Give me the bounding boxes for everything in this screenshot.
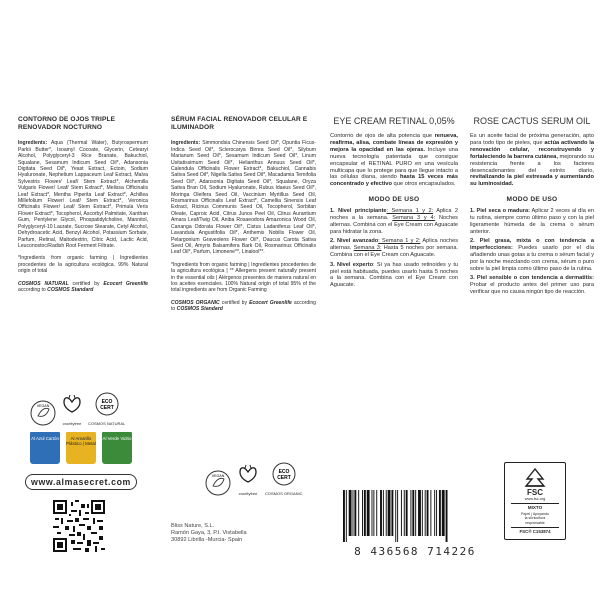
fsc-tree-icon — [522, 467, 548, 489]
cosmos-certification: COSMOS ORGANIC certified by Ecocert Greenlife according to COSMOS Standard — [171, 299, 316, 313]
crueltyfree-icon — [61, 394, 83, 416]
usage-step: 3. Nivel experto: Si ya has usado retinoides y tu piel está habituada, puedes usarlo hasta 5 noches a la semana. Combina con el Eye Cream con Aguacate. — [330, 261, 458, 289]
ingredients-list: Ingredients: Aqua (Thermal Water), Butyrospermum Parkii Butter*, Isoamyl Cocoate, Glycerin, Cetearyl Alcohol, Polyglyceryl-3 Rice Branate, Bakuchiol, Squalane, Sesamum Indicum Seed Oil*, Adansonia Digitata Seed Oil*, Yeast Extract, Ectoin, Sodium Hyaluronate, Nephelium Lappaceum Leaf Extract, Malva Sylvestris Flower/ Leaf/ Stem Extract*, Alchemilla Vulgaris Flower/ Leaf/ Stem Extract*, Melissa Officinalis Leaf Extract*, Mentha Piperita Leaf Extract*, Achillea Millefolium Flower/ Leaf/ Stem Extract*, Veronica Officinalis Flower/ Leaf/ Stem Extract*, Primula Veris Flower Extract*, Tocopherol, Ascorbyl Palmitate, Xanthan Gum, Pentylene Glycol, Phospatidylcholine, Mannitol, Polyglyceryl-10 Laurate, Sucrose Stearate, Cetyl Alcohol, Dehydroacetic Acid, Benzyl Alcohol, Potassium Sorbate, Parfum, Retinal, Maltodextrin, Citric Acid, Lactic Acid, Leuconostoc/Radish Root Ferment Filtrate. — [18, 140, 148, 249]
svg-text:VEGAN: VEGAN — [36, 404, 50, 408]
product-title: EYE CREAM RETINAL 0,05% — [333, 116, 455, 126]
usage-heading: MODO DE USO — [506, 196, 558, 204]
organic-note: *Ingredients from organic farming | Ingredientes procedentes de la agricultura ecológica. 99% Natural origin of total — [18, 255, 148, 275]
usage-step: 3. Piel sensible o con tendencia a dermatitis: Probar el producto antes del primer uso para verificar que no causa ningún tipo de reacción. — [470, 275, 594, 296]
column-rose-cactus — [470, 116, 594, 299]
barcode-bar — [436, 490, 437, 536]
barcode-bar — [430, 490, 431, 536]
usage-step: 1. Piel seca o madura: Aplicar 2 veces al día en tu rutina, siempre como último paso y con la piel ligeramente húmeda de la crema o sérum anterior. — [470, 208, 594, 235]
company-address: Bliss Nature, S.L. Ramón Gaya, 3, P.I. Vistabella 30892 Librilla -Murcia- Spain — [171, 523, 247, 543]
column-eye-contour — [18, 116, 148, 293]
barcode-bar — [380, 490, 382, 536]
barcode-bar — [358, 490, 359, 536]
ingredients-list: Ingredients: Simmondsia Chinensis Seed Oil*, Opuntia Ficus-Indica Seed Oil*, Sclerocarya Birrea Seed Oil*, Silybum Marianum Seed Oil*, Sesamum Indicum Seed Oil*, Linum Usitatissimum Seed Oil*, Helianthus Annuus Seed Oil*, Calendula Officinalis Flower Extract*, Bakuchiol, Cannabis Sativa Seed Oil*, Nigella Sativa Seed Oil*, Macadamia Ternifolia Seed Oil*, Adansonia Digitata Seed Oil*, Squalane, Oryza Sativa Bran Oil, Sodium Hyaluronate, Rubus Idaeus Seed Oil*, Moringa Oleifera Seed Oil, Vaccinium Myrtillus Seed Oil, Rosmarinus Officinalis Leaf Extract*, Camellia Sinensis Leaf Extract, Ricinus Communis Seed Oil, Tocopherol, Sorbitan Oleate, Caproic Acid, Citrus Junos Peel Oil, Citrus Aurantium Amara Leaf/Twig Oil, Aniba Rosaeodora Amazonica Wood Oil, Cananga Odorata Flower Oil*, Cistus Ladaniferus Leaf Oil*, Lavandula Angustifolia Oil*, Anthemis Nobilis Flower Oil, Pelargonium Graveolens Flower Oil*, Daucus Carota Sativa Seed Oil, Amyris Balsamifera Bark Oil, Rosmarinus Officinalis Leaf Oil*, Parfum, Limonene**, Linalool**. — [171, 140, 316, 256]
column-eye-cream — [330, 116, 458, 292]
usage-step: 1. Nivel principiante: Semana 1 y 2: Aplica 2 noches a la semana. Semana 3 y 4: Noches alternas. Combina con el Eye Cream con Aguacate para hidratar la zona. — [330, 208, 458, 235]
barcode-bar — [364, 490, 366, 536]
bin-yellow-icon: Al Amarillo Plástico | Metal — [66, 432, 96, 464]
barcode-bar — [422, 490, 423, 536]
product-title: ROSE CACTUS SERUM OIL — [473, 116, 591, 126]
barcode-bar — [446, 490, 448, 542]
barcode-bar — [410, 490, 411, 536]
barcode-bar — [367, 490, 370, 536]
svg-text:VEGAN: VEGAN — [211, 474, 225, 478]
barcode-bar — [362, 490, 363, 536]
barcode-bar — [439, 490, 441, 536]
barcode-bar — [349, 490, 352, 536]
barcode-bar — [383, 490, 384, 536]
svg-text:ECO: ECO — [101, 399, 113, 405]
barcode-bar — [404, 490, 405, 536]
barcode-number: 8 436568 714226 — [354, 545, 476, 558]
barcode-bar — [343, 490, 345, 542]
vegan-icon — [205, 470, 231, 496]
barcode-bar — [425, 490, 426, 536]
barcode-bar — [406, 490, 408, 536]
barcode-bar — [354, 490, 356, 536]
organic-note: *Ingredients from organic farming | Ingredientes procedentes de la agricultura ecológica | ** Allergens present naturally present in the essential oils | Alérgenos presentes de manera natural en los aceites esenciales. 100% Natural origin of total 95% of the total ingredients are from Organic Farming — [171, 261, 316, 294]
barcode-bar — [415, 490, 416, 536]
svg-text:CERT: CERT — [99, 405, 114, 411]
usage-heading: MODO DE USO — [368, 196, 420, 204]
barcode-bar — [386, 490, 387, 536]
qr-code — [53, 500, 105, 552]
fsc-logo: FSC — [527, 488, 543, 497]
cosmos-certification: COSMOS NATURAL certified by Ecocert Greenlife according to COSMOS Standard — [18, 280, 148, 293]
vegan-icon — [30, 400, 56, 426]
fsc-badge: FSC www.fsc.org MIXTO Papel | Apoyando la silvicultura responsable FSC® C153874 — [504, 462, 566, 540]
svg-text:ECO: ECO — [278, 469, 290, 475]
website-url: www.almasecret.com — [25, 474, 137, 490]
ecocert-icon — [272, 462, 296, 486]
barcode-bar — [376, 490, 377, 536]
barcode-bar — [372, 490, 373, 536]
barcode-bar — [401, 490, 402, 536]
barcode-bar — [434, 490, 435, 536]
product-title: CONTORNO DE OJOS TRIPLE RENOVADOR NOCTURNO — [18, 116, 116, 132]
certification-icons-2: VEGAN crueltyfree ECO CERT COSMOS ORGANIC — [205, 462, 303, 496]
barcode-bar — [346, 490, 347, 542]
bin-green-icon: Al Verde Vidrio — [102, 432, 132, 464]
product-description: Es un aceite facial de próxima generación, apto para todo tipo de pieles, que actúa activando la renovación celular, reconstruyendo y fortaleciendo la barrera cutánea, mejorando su resistencia frente a los factores desencadenantes del estrés diario, revitalizando la piel estresada y aumentando su luminosidad. — [470, 133, 594, 188]
barcode-bar — [388, 490, 391, 536]
certification-icons: VEGAN crueltyfree ECO CERT COSMOS NATURAL — [30, 392, 125, 426]
barcode-bar — [395, 490, 396, 542]
barcode-bar — [442, 490, 445, 536]
ecocert-icon — [95, 392, 119, 416]
barcode-bar — [353, 490, 354, 536]
barcode-bar — [418, 490, 421, 536]
crueltyfree-icon — [237, 464, 259, 486]
product-description: Contorno de ojos de alta potencia que renueva, reafirma, alisa, combate líneas de expresión y mejora la opacidad en las ojeras. Incluye una nueva tecnología patentada que consigue encapsular el RETINAL PURO en una vesícula multicapa que lo protege para que llegue intacto a las células diana, siendo hasta 15 veces más concentrado y efectivo que otros encapsulados. — [330, 133, 458, 188]
barcode-bar — [427, 490, 429, 536]
barcode-bar — [412, 490, 414, 536]
bin-blue-icon: Al Azul Cartón — [30, 432, 60, 464]
product-title: SÉRUM FACIAL RENOVADOR CELULAR E ILUMINADOR — [171, 116, 308, 132]
barcode — [335, 488, 495, 558]
barcode-bar — [373, 490, 374, 536]
barcode-bar — [391, 490, 393, 536]
svg-text:CERT: CERT — [276, 475, 291, 481]
usage-step: 2. Nivel avanzado: Semana 1 y 2: Aplica noches alternas. Semana 3: Hasta 5 noches por semana. Combina con el Eye Cream con Aguacate. — [330, 238, 459, 259]
column-serum — [171, 116, 316, 313]
barcode-bar — [397, 490, 398, 542]
usage-step: 2. Piel grasa, mixta o con tendencia a imperfecciones: Puedes usarlo por el día añadiendo unas gotas a tu crema o sérum facial y por la noche mezclando con crema, sérum o puro sobre la piel limpia como último paso de la rutina. — [470, 238, 594, 272]
